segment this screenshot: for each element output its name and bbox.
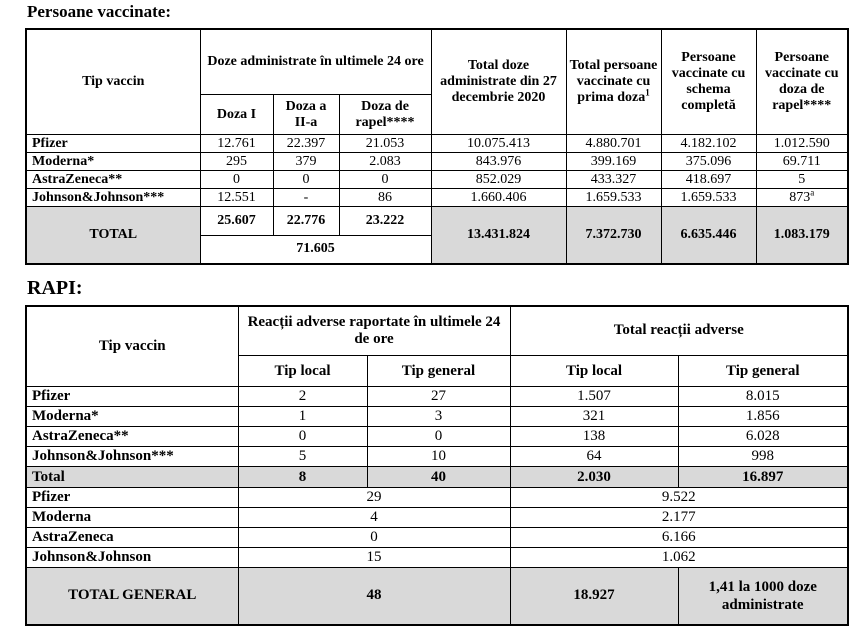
table-row-astrazeneca-merged (26, 528, 848, 548)
cell-local-24h: 0 (238, 427, 367, 447)
col-header-doza-rapel: Doza de rapel**** (339, 95, 431, 135)
footnote-sup: a (810, 188, 815, 197)
footnote-sup: 1 (645, 87, 650, 98)
row-label: Moderna* (26, 407, 238, 427)
cell-general-24h: 40 (367, 467, 510, 488)
total-label: TOTAL (26, 207, 200, 264)
cell-local-24h: 2 (238, 387, 367, 407)
cell-total-doze: 852.029 (431, 171, 566, 189)
col-header-tip-local-24h: Tip local (238, 356, 367, 387)
cell-reactii-24h: 29 (238, 488, 510, 508)
table-row-pfizer-detail (26, 387, 848, 407)
col-header-prima-doza: Total persoane vaccinate cu prima doza$^1$ (566, 29, 661, 135)
table-row-moderna (26, 153, 848, 171)
cell-total-doza2: 22.776 (273, 207, 339, 236)
cell-reactii-total: 2.177 (510, 508, 848, 528)
col-header-pers-rapel: Persoane vaccinate cu doza de rapel**** (756, 29, 848, 135)
rapi-table (25, 305, 849, 626)
cell-doza2: 22.397 (273, 135, 339, 153)
cell-general-24h: 10 (367, 447, 510, 467)
cell-doza1: 0 (200, 171, 273, 189)
table-row-moderna-detail (26, 407, 848, 427)
col-header-tip-general-total: Tip general (678, 356, 848, 387)
section-title-vaccinated: Persoane vaccinate: (27, 2, 171, 21)
cell-local-24h: 8 (238, 467, 367, 488)
table-row-pfizer-merged (26, 488, 848, 508)
table-row-astrazeneca-detail (26, 427, 848, 447)
cell-general-total: 6.028 (678, 427, 848, 447)
cell-total-doze: 13.431.824 (431, 207, 566, 264)
cell-doza1: 12.551 (200, 189, 273, 207)
cell-general-24h: 3 (367, 407, 510, 427)
table-row-pfizer (26, 135, 848, 153)
total-label: Total (26, 467, 238, 488)
cell-rapel: 21.053 (339, 135, 431, 153)
col-header-tip-vaccin: Tip vaccin (26, 29, 200, 135)
col-header-tip-local-total: Tip local (510, 356, 678, 387)
table-row-astrazeneca (26, 171, 848, 189)
cell-local-total: 1.507 (510, 387, 678, 407)
total-row-detail (26, 467, 848, 488)
cell-reactii-24h: 4 (238, 508, 510, 528)
cell-rate-per-1000: 1,41 la 1000 doze administrate (678, 568, 848, 625)
col-header-doza-1: Doza I (200, 95, 273, 135)
row-label: Johnson&Johnson (26, 548, 238, 568)
cell-reactii-total: 1.062 (510, 548, 848, 568)
cell-total-pers-rapel: 1.083.179 (756, 207, 848, 264)
header-row-1 (26, 306, 848, 356)
cell-prima-doza: 4.880.701 (566, 135, 661, 153)
cell-pers-rapel: 1.012.590 (756, 135, 848, 153)
cell-rapel: 0 (339, 171, 431, 189)
cell-schema-completa: 4.182.102 (661, 135, 756, 153)
col-header-reactii-24h: Reacții adverse raportate în ultimele 24 de ore (238, 306, 510, 356)
cell-local-24h: 5 (238, 447, 367, 467)
row-label: Johnson&Johnson*** (26, 447, 238, 467)
cell-schema-completa: 375.096 (661, 153, 756, 171)
cell-total-doze: 843.976 (431, 153, 566, 171)
total-general-row (26, 568, 848, 625)
cell-local-24h: 1 (238, 407, 367, 427)
cell-doza2: - (273, 189, 339, 207)
cell-general-total: 8.015 (678, 387, 848, 407)
cell-prima-doza: 433.327 (566, 171, 661, 189)
cell-local-total: 321 (510, 407, 678, 427)
col-header-doze-24h: Doze administrate în ultimele 24 ore (200, 29, 431, 95)
cell-total-rapel: 23.222 (339, 207, 431, 236)
cell-reactii-total: 9.522 (510, 488, 848, 508)
cell-total-schema: 6.635.446 (661, 207, 756, 264)
cell-local-total: 2.030 (510, 467, 678, 488)
cell-pers-rapel: 873$^a$ (756, 189, 848, 207)
cell-reactii-total: 6.166 (510, 528, 848, 548)
row-label: Johnson&Johnson*** (26, 189, 200, 207)
col-header-tip-vaccin: Tip vaccin (26, 306, 238, 387)
cell-rapel: 2.083 (339, 153, 431, 171)
cell-prima-doza: 399.169 (566, 153, 661, 171)
col-header-total-reactii: Total reacții adverse (510, 306, 848, 356)
total-row (26, 207, 848, 236)
cell-general-total: 998 (678, 447, 848, 467)
section-title-rapi: RAPI: (27, 276, 83, 299)
cell-reactii-24h: 0 (238, 528, 510, 548)
row-label: Pfizer (26, 387, 238, 407)
cell-doza2: 379 (273, 153, 339, 171)
col-header-tip-general-24h: Tip general (367, 356, 510, 387)
row-label: Moderna (26, 508, 238, 528)
cell-pers-rapel: 5 (756, 171, 848, 189)
table-row-moderna-merged (26, 508, 848, 528)
cell-doza1: 12.761 (200, 135, 273, 153)
cell-doza1: 295 (200, 153, 273, 171)
col-header-doza-2: Doza a II-a (273, 95, 339, 135)
cell-general-total: 16.897 (678, 467, 848, 488)
row-label: AstraZeneca** (26, 427, 238, 447)
cell-total-sum-24h: 71.605 (200, 236, 431, 264)
cell-total-general-local: 18.927 (510, 568, 678, 625)
cell-total-doze: 1.660.406 (431, 189, 566, 207)
cell-pers-rapel: 69.711 (756, 153, 848, 171)
row-label: Pfizer (26, 135, 200, 153)
cell-prima-doza: 1.659.533 (566, 189, 661, 207)
cell-doza2: 0 (273, 171, 339, 189)
cell-local-total: 138 (510, 427, 678, 447)
col-header-schema-completa: Persoane vaccinate cu schema completă (661, 29, 756, 135)
cell-schema-completa: 1.659.533 (661, 189, 756, 207)
table-row-johnson (26, 189, 848, 207)
cell-total-prima-doza: 7.372.730 (566, 207, 661, 264)
cell-rapel: 86 (339, 189, 431, 207)
col-header-total-doze: Total doze administrate din 27 decembrie 2020 (431, 29, 566, 135)
row-label: Moderna* (26, 153, 200, 171)
cell-general-24h: 0 (367, 427, 510, 447)
cell-total-doza1: 25.607 (200, 207, 273, 236)
cell-general-total: 1.856 (678, 407, 848, 427)
cell-reactii-24h: 15 (238, 548, 510, 568)
row-label: Pfizer (26, 488, 238, 508)
vaccinated-table (25, 28, 849, 265)
row-label: AstraZeneca (26, 528, 238, 548)
cell-total-doze: 10.075.413 (431, 135, 566, 153)
header-row-1 (26, 29, 848, 95)
total-general-label: TOTAL GENERAL (26, 568, 238, 625)
cell-general-24h: 27 (367, 387, 510, 407)
table-row-johnson-merged (26, 548, 848, 568)
table-row-johnson-detail (26, 447, 848, 467)
row-label: AstraZeneca** (26, 171, 200, 189)
cell-local-total: 64 (510, 447, 678, 467)
cell-schema-completa: 418.697 (661, 171, 756, 189)
cell-total-general-24h: 48 (238, 568, 510, 625)
